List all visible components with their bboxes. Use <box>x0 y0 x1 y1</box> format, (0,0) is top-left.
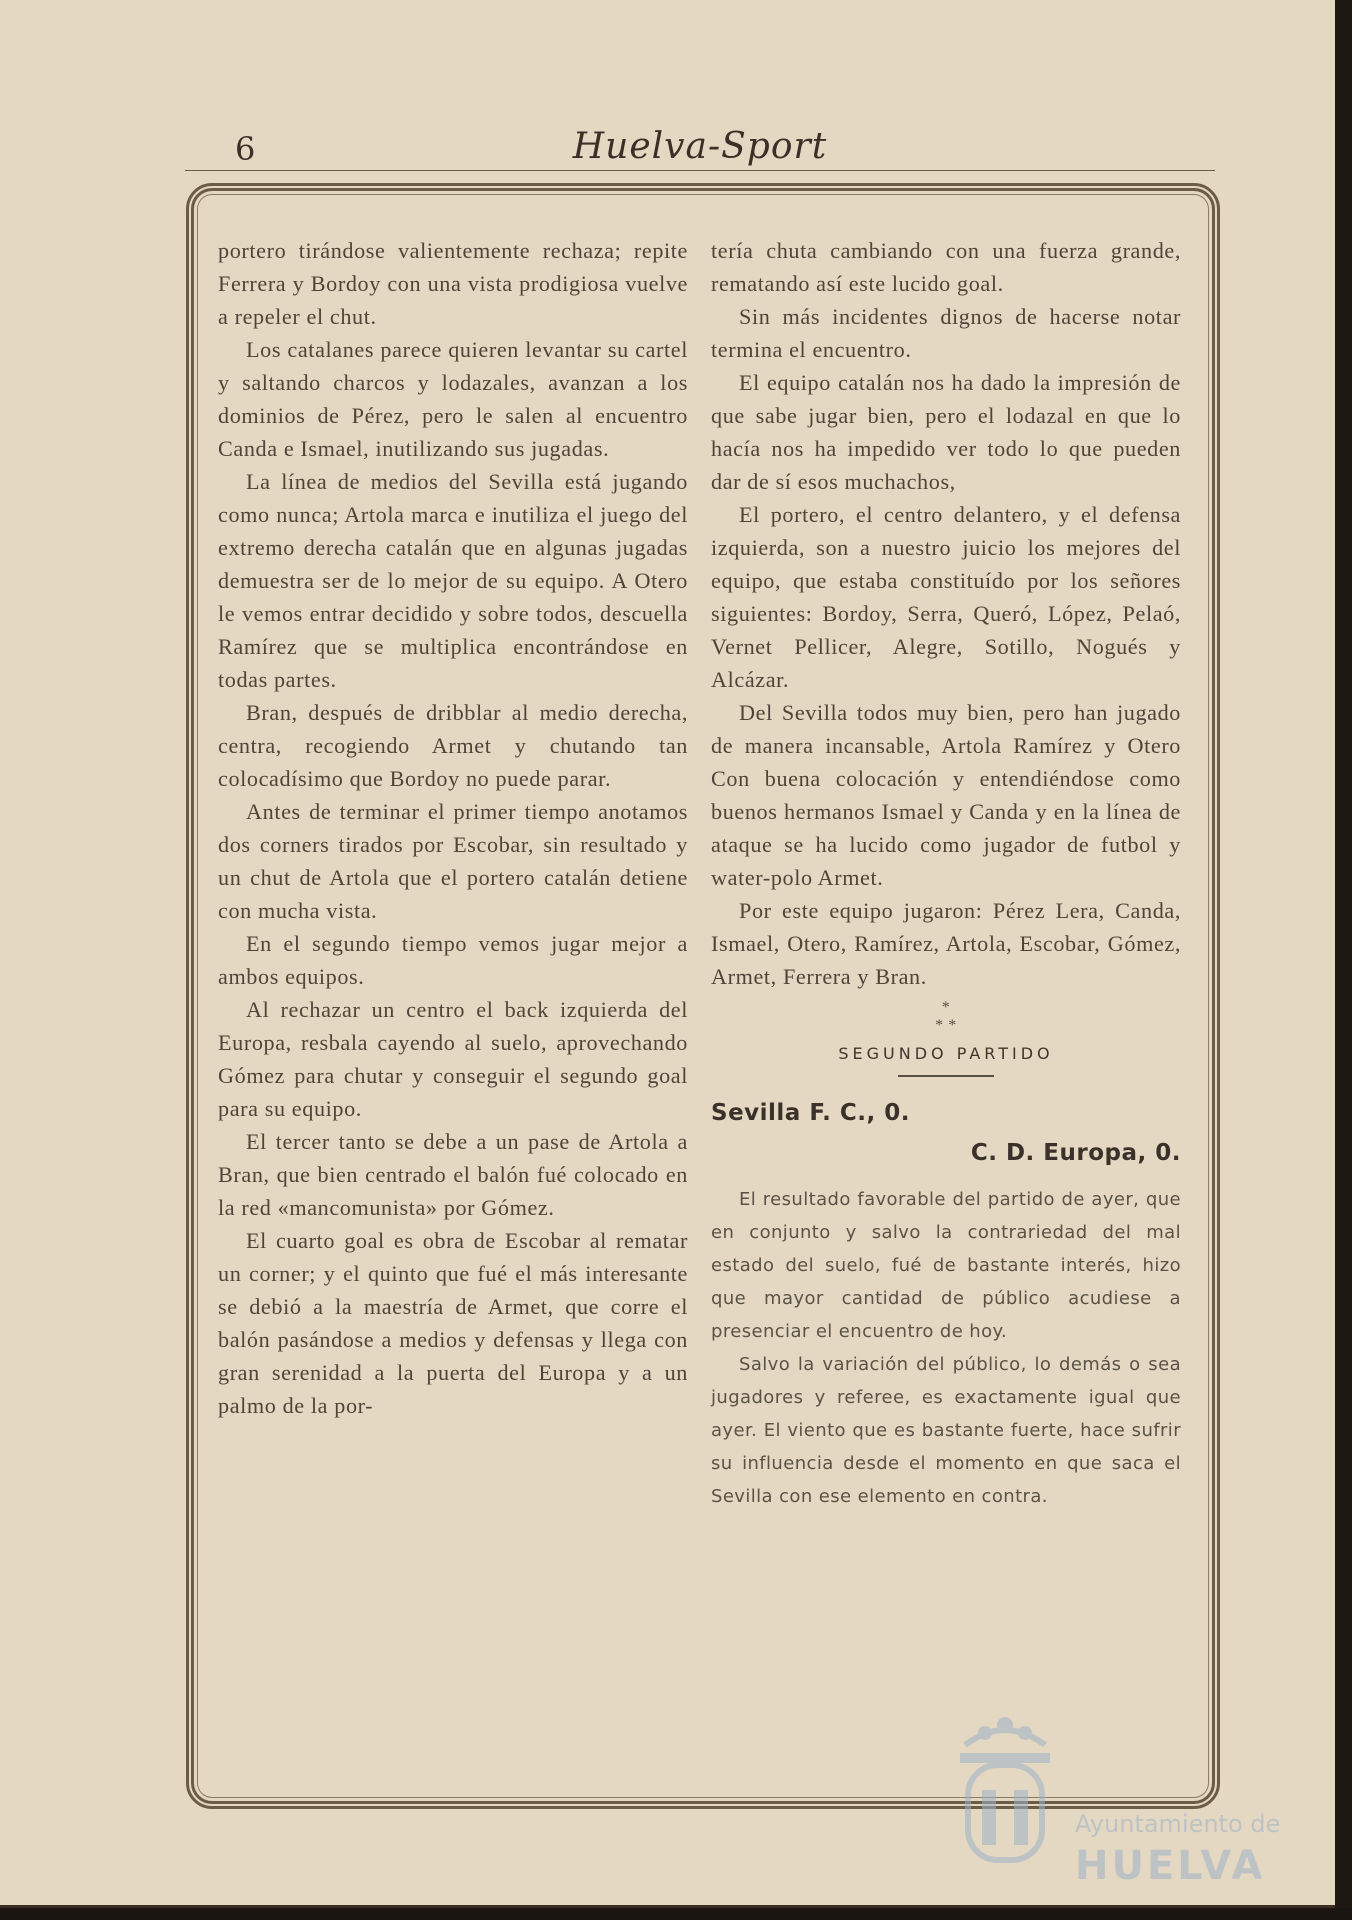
scan-edge <box>0 1908 1352 1920</box>
paragraph: El tercer tanto se debe a un pase de Artola a Bran, que bien centrado el balón fué colocado en la red «mancomunista» por Gómez. <box>218 1129 688 1220</box>
paragraph: Antes de terminar el primer tiempo anotamos dos corners tirados por Escobar, sin resultado y un chut de Artola que el portero catalán detiene con mucha vista. <box>218 799 688 923</box>
paragraph: Salvo la variación del público, lo demás o sea jugadores y referee, es exactamente igual que ayer. El viento que es bastante fuerte, hace sufrir su influencia desde el momento en que saca el Sevilla con ese elemento en contra. <box>711 1354 1181 1507</box>
paragraph: La línea de medios del Sevilla está jugando como nunca; Artola marca e inutiliza el juego del extremo derecha catalán que en algunas jugadas demuestra ser de lo mejor de su equipo. A Otero le vemos entrar decidido y sobre todos, descuella Ramírez que se multiplica encontrándose en todas partes. <box>218 469 688 692</box>
book-spine <box>1335 0 1352 1920</box>
paragraph: El equipo catalán nos ha dado la impresión de que sabe jugar bien, pero el lodazal en que lo hacía nos ha impedido ver todo lo que pueden dar de sí esos muchachos, <box>711 370 1181 494</box>
watermark-line1: Ayuntamiento de <box>1075 1810 1281 1838</box>
watermark-line2: HUELVA <box>1075 1843 1266 1889</box>
right-column <box>711 234 1181 1754</box>
result-team2: C. D. Europa, 0. <box>970 1140 1181 1166</box>
paragraph: El cuarto goal es obra de Escobar al rematar un corner; y el quinto que fué el más interesante se debió a la maestría de Armet, que corre el balón pasándose a medios y defensas y llega con gran serenidad a la puerta del Europa y a un palmo de la por- <box>218 1228 688 1418</box>
paragraph: En el segundo tiempo vemos jugar mejor a ambos equipos. <box>218 931 688 989</box>
page-header <box>185 124 1215 171</box>
paragraph: Bran, después de dribblar al medio derecha, centra, recogiendo Armet y chutando tan colocadísimo que Bordoy no puede parar. <box>218 700 688 791</box>
paragraph: El portero, el centro delantero, y el defensa izquierda, son a nuestro juicio los mejores del equipo, que estaba constituído por los señores siguientes: Bordoy, Serra, Queró, López, Pelaó, Vernet Pellicer, Alegre, Sotillo, Nogués y Alcázar. <box>711 502 1181 692</box>
paragraph: Al rechazar un centro el back izquierda del Europa, resbala cayendo al suelo, aprovechando Gómez para chutar y conseguir el segundo goal para su equipo. <box>218 997 688 1121</box>
masthead-title: Huelva-Sport <box>572 126 828 167</box>
result-team1: Sevilla F. C., 0. <box>711 1100 911 1126</box>
paragraph: Sin más incidentes dignos de hacerse notar termina el encuentro. <box>711 304 1181 362</box>
section-heading: SEGUNDO PARTIDO <box>838 1044 1054 1063</box>
asterism: * * * <box>935 999 957 1034</box>
coat-of-arms-icon <box>950 1705 1060 1895</box>
paragraph: tería chuta cambiando con una fuerza grande, rematando así este lucido goal. <box>711 238 1181 296</box>
paragraph: El resultado favorable del partido de ayer, que en conjunto y salvo la contrariedad del mal estado del suelo, fué de bastante interés, hizo que mayor cantidad de público acudiese a presenciar el encuentro de hoy. <box>711 1189 1181 1342</box>
left-column <box>218 234 688 1754</box>
paragraph: Los catalanes parece quieren levantar su cartel y saltando charcos y lodazales, avanzan a los dominios de Pérez, pero le salen al encuentro Canda e Ismael, inutilizando sus jugadas. <box>218 337 688 461</box>
paragraph: Por este equipo jugaron: Pérez Lera, Canda, Ismael, Otero, Ramírez, Artola, Escobar, Gómez, Armet, Ferrera y Bran. <box>711 898 1181 989</box>
paragraph: portero tirándose valientemente rechaza; repite Ferrera y Bordoy con una vista prodigiosa vuelve a repeler el chut. <box>218 238 688 329</box>
paragraph: Del Sevilla todos muy bien, pero han jugado de manera incansable, Artola Ramírez y Otero Con buena colocación y entendiéndose como buenos hermanos Ismael y Canda y en la línea de ataque se ha lucido como jugador de futbol y water-polo Armet. <box>711 700 1181 890</box>
page-number: 6 <box>235 130 256 168</box>
watermark <box>940 1705 1280 1905</box>
divider <box>898 1075 994 1077</box>
